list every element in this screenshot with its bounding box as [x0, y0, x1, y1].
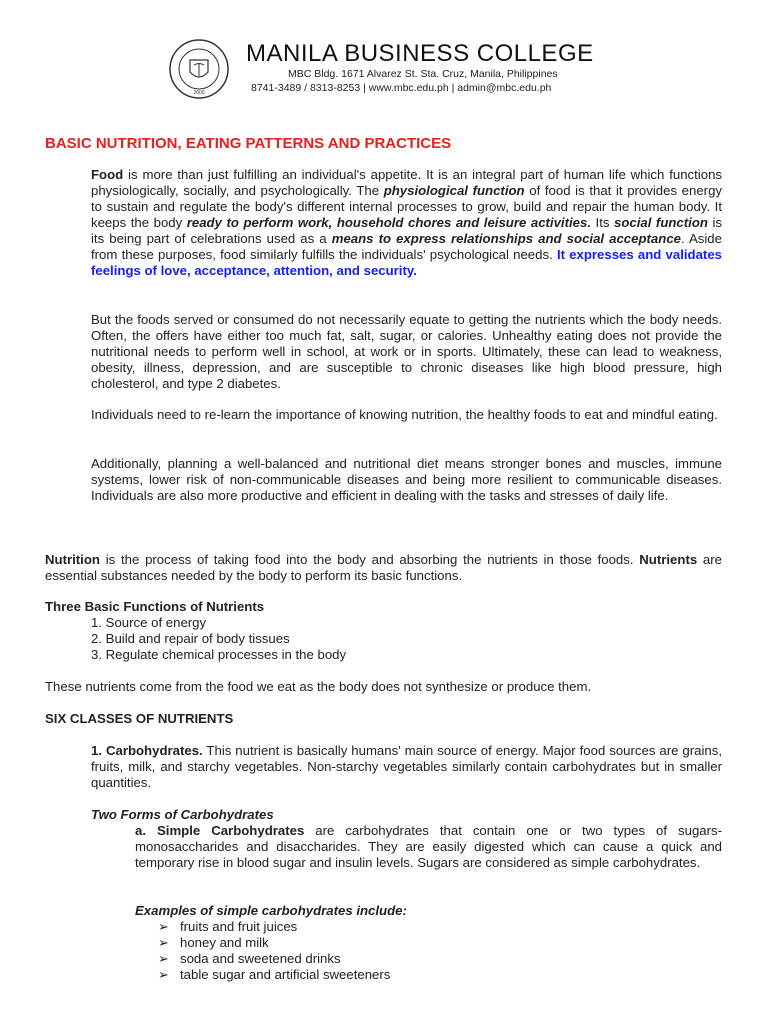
paragraph-nutrition-definition [45, 552, 722, 584]
emphasized-text: means to express relationships and social acceptance [331, 231, 681, 246]
emphasized-text: physiological function [383, 183, 525, 198]
text-run: is the process of taking food into the body and absorbing the nutrients in those foods. [99, 552, 640, 567]
two-forms-heading: Two Forms of Carbohydrates [91, 807, 274, 822]
letterhead [168, 38, 618, 102]
paragraph-carbohydrates [91, 743, 722, 791]
college-contact: 8741-3489 / 8313-8253 | www.mbc.edu.ph | admin@mbc.edu.ph [251, 82, 552, 94]
highlighted-text: It expresses and validates feelings of love, acceptance, attention, and security. [91, 247, 722, 278]
emphasized-text: 1. Carbohydrates. [91, 743, 203, 758]
paragraph-food [91, 167, 722, 279]
function-item: 1. Source of energy [91, 615, 207, 630]
text-run: But the foods served or consumed do not necessarily equate to getting the nutrients which the body needs. Often, the offers have either too much fat, salt, sugar, or calories. Unhealthy eating does not provide the nutritional needs to perform well in school, at work or in sports. Ultimately, these can lead to weakness, obesity, illness, depression, and are susceptible to chronic diseases like high blood pressure, high cholesterol, and type 2 diabetes. [91, 312, 722, 391]
function-item: 3. Regulate chemical processes in the body [91, 647, 347, 662]
emphasized-text: a. Simple Carbohydrates [135, 823, 305, 838]
nutrients-source-text: These nutrients come from the food we eat as the body does not synthesize or produce them. [45, 679, 592, 694]
emphasized-text: social function [614, 215, 708, 230]
text-run: This nutrient is basically humans' main source of energy. Major food sources are grains, fruits, milk, and starchy vegetables. Non-starchy vegetables similarly contain carbohydrates but in smaller quantities. [91, 743, 722, 790]
arrow-bullet-icon: ➢ [158, 951, 169, 966]
document-title: BASIC NUTRITION, EATING PATTERNS AND PRACTICES [45, 135, 452, 152]
text-run: are essential substances needed by the body to perform its basic functions. [45, 552, 722, 583]
text-run: is its being part of celebrations used as a [91, 215, 723, 246]
text-run: are carbohydrates that contain one or two types of sugars- monosaccharides and disaccharides. They are easily digested which can cause a quick and temporary rise in blood sugar and insulin levels. Sugars are considered as simple carbohydrates. [135, 823, 723, 870]
text-run: Its [590, 215, 614, 230]
emphasized-text: Nutrition [45, 552, 100, 567]
arrow-bullet-icon: ➢ [158, 935, 169, 950]
emphasized-text: Food [91, 167, 124, 182]
example-item: honey and milk [180, 935, 269, 950]
emphasized-text: ready to perform work, household chores and leisure activities. [186, 215, 591, 230]
text-run: of food is that it provides energy to sustain and regulate the body's different internal processes to grow, build and repair the human body. It keeps the body [91, 183, 723, 230]
example-item: fruits and fruit juices [180, 919, 298, 934]
svg-text:2000: 2000 [193, 90, 205, 96]
text-run: Individuals need to re-learn the importance of knowing nutrition, the healthy foods to eat and mindful eating. [91, 407, 718, 422]
college-name: MANILA BUSINESS COLLEGE [246, 40, 594, 67]
paragraph-relearn [91, 407, 722, 423]
text-run: . Aside from these purposes, food similarly fulfills the individuals' psychological needs. [91, 231, 722, 262]
function-item: 2. Build and repair of body tissues [91, 631, 290, 646]
example-item: soda and sweetened drinks [180, 951, 341, 966]
paragraph-simple-carbohydrates [135, 823, 722, 871]
six-classes-heading: SIX CLASSES OF NUTRIENTS [45, 711, 234, 726]
examples-heading: Examples of simple carbohydrates include: [135, 903, 407, 918]
arrow-bullet-icon: ➢ [158, 919, 169, 934]
functions-heading: Three Basic Functions of Nutrients [45, 599, 265, 614]
text-run: Additionally, planning a well-balanced and nutritional diet means stronger bones and muscles, immune systems, lower risk of non-communicable diseases and being more resilient to communicable diseases. Individuals are also more productive and efficient in dealing with the tasks and stresses of daily life. [91, 456, 722, 503]
example-item: table sugar and artificial sweeteners [180, 967, 391, 982]
emphasized-text: Nutrients [639, 552, 698, 567]
college-seal-icon [168, 38, 230, 100]
college-address: MBC Bldg. 1671 Alvarez St. Sta. Cruz, Manila, Philippines [288, 68, 558, 80]
arrow-bullet-icon: ➢ [158, 967, 169, 982]
text-run: is more than just fulfilling an individual's appetite. It is an integral part of human life which functions physiologically, socially, and psychologically. The [91, 167, 722, 198]
paragraph-additionally [91, 456, 722, 504]
paragraph-foods-served [91, 312, 722, 392]
